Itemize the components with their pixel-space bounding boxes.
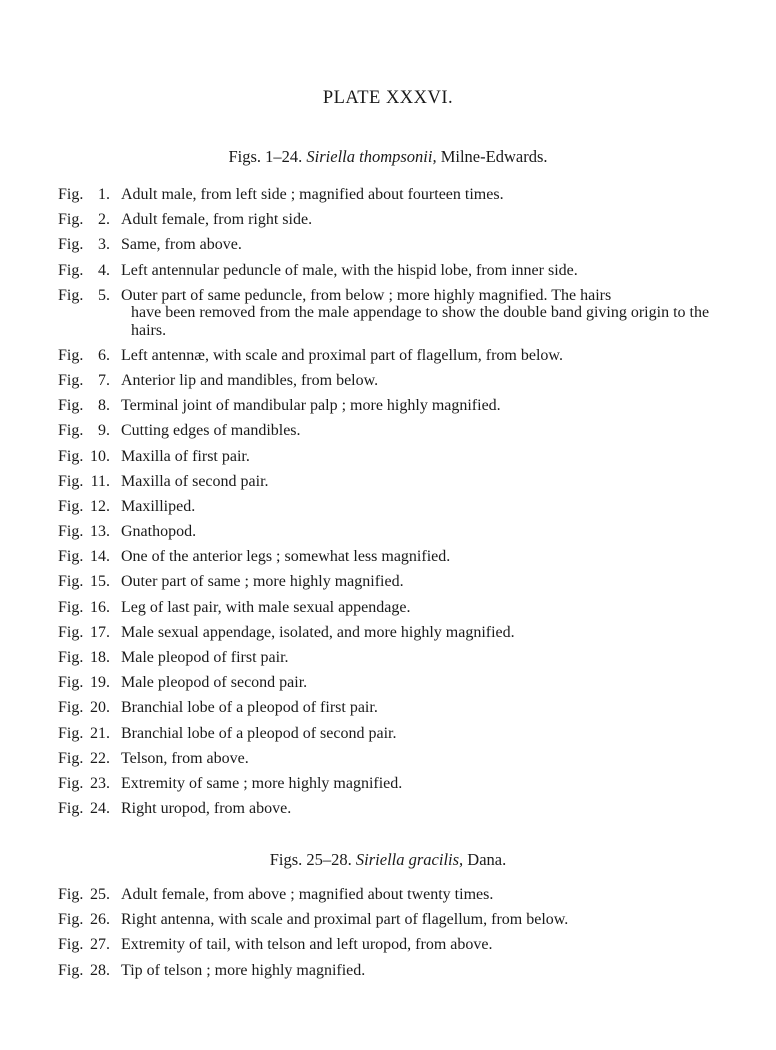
fig-number: 4. [98, 261, 110, 279]
fig-label: Fig. [58, 447, 84, 465]
fig-description [121, 624, 728, 642]
fig-number: 5. [98, 286, 110, 304]
fig-description [121, 372, 728, 390]
fig-number: 13. [90, 523, 110, 541]
fig-description-text: Right uropod, from above. [121, 800, 292, 818]
fig-description-text: Cutting edges of mandibles. [121, 422, 301, 440]
figure-caption-row [58, 236, 728, 261]
fig-description-text: Tip of telson ; more highly magnified. [121, 961, 366, 979]
fig-label: Fig. [58, 261, 84, 279]
figure-caption-row [58, 372, 728, 397]
fig-number: 27. [90, 936, 110, 954]
figure-caption-row [58, 523, 728, 548]
fig-label: Fig. [58, 186, 84, 203]
fig-description-text: Branchial lobe of a pleopod of first pair. [121, 699, 378, 717]
figure-caption-row [58, 775, 728, 800]
fig-description [121, 725, 728, 743]
fig-number: 8. [98, 397, 110, 415]
fig-label: Fig. [58, 623, 84, 641]
section-title-siriella-thompsonii [0, 147, 776, 167]
fig-label: Fig. [58, 211, 84, 229]
fig-label: Fig. [58, 346, 84, 364]
fig-description-text: Branchial lobe of a pleopod of second pair. [121, 724, 397, 742]
fig-label: Fig. [58, 422, 84, 440]
fig-number: 15. [90, 573, 110, 591]
fig-label: Fig. [58, 936, 84, 954]
fig-label: Fig. [58, 674, 84, 692]
fig-description-text: Male pleopod of first pair. [121, 649, 289, 666]
fig-description [121, 750, 728, 768]
fig-description-text: Leg of last pair, with male sexual appendage. [121, 598, 411, 616]
fig-label: Fig. [58, 286, 84, 304]
plate-title: PLATE XXXVI. [322, 88, 454, 108]
species-author: Dana. [467, 850, 507, 869]
figure-caption-row [58, 473, 728, 498]
fig-number: 1. [98, 186, 110, 203]
fig-description [121, 548, 728, 566]
fig-number: 7. [98, 371, 110, 389]
fig-label: Fig. [58, 911, 84, 929]
fig-number: 3. [98, 236, 110, 254]
fig-description [121, 397, 728, 415]
species-name: Siriella thompsonii, [306, 147, 437, 166]
fig-label: Fig. [58, 497, 84, 515]
fig-label: Fig. [58, 523, 84, 541]
species-name: Siriella gracilis, [355, 850, 464, 869]
fig-description-continuation: have been removed from the male appendage to show the double band giving origin to the hairs. [131, 304, 710, 339]
fig-label: Fig. [58, 699, 84, 717]
fig-description [121, 211, 728, 229]
fig-description-text: Maxilla of second pair. [121, 472, 269, 490]
fig-number: 22. [90, 749, 110, 767]
fig-label: Fig. [58, 724, 84, 742]
figure-caption-row [58, 699, 728, 724]
fig-label: Fig. [58, 573, 84, 591]
fig-description [121, 936, 728, 954]
fig-description-text: Same, from above. [121, 236, 242, 254]
fig-description [121, 886, 728, 904]
fig-number: 21. [90, 724, 110, 742]
fig-label: Fig. [58, 649, 84, 666]
figure-caption-row [58, 262, 728, 287]
fig-description-text: Telson, from above. [121, 749, 249, 767]
figure-caption-row [58, 750, 728, 775]
fig-number: 11. [90, 472, 110, 490]
fig-description [121, 523, 728, 541]
fig-number: 2. [98, 211, 110, 229]
fig-description [121, 699, 728, 717]
fig-description-text: Right antenna, with scale and proximal part of flagellum, from below. [121, 911, 569, 929]
fig-label: Fig. [58, 886, 84, 903]
fig-number: 26. [90, 911, 110, 929]
fig-number: 10. [90, 447, 110, 465]
fig-number: 17. [90, 623, 110, 641]
fig-label: Fig. [58, 749, 84, 767]
figure-caption-row [58, 498, 728, 523]
fig-description-text: Adult female, from above ; magnified about twenty times. [121, 886, 494, 903]
figure-caption-row [58, 186, 728, 211]
figure-list-siriella-gracilis [58, 886, 728, 987]
fig-number: 19. [90, 674, 110, 692]
figure-caption-row [58, 287, 728, 347]
fig-description-text: Left antennular peduncle of male, with the hispid lobe, from inner side. [121, 261, 578, 279]
fig-description-text: Anterior lip and mandibles, from below. [121, 371, 379, 389]
species-author: Milne-Edwards. [440, 147, 548, 166]
figure-caption-row [58, 397, 728, 422]
fig-description [121, 599, 728, 617]
fig-number: 14. [90, 548, 110, 566]
figure-caption-row [58, 649, 728, 674]
fig-description-text: Extremity of tail, with telson and left uropod, from above. [121, 936, 493, 954]
fig-label: Fig. [58, 371, 84, 389]
fig-description-text: Gnathopod. [121, 523, 197, 541]
fig-description-text: Terminal joint of mandibular palp ; more highly magnified. [121, 397, 501, 415]
fig-label: Fig. [58, 774, 84, 792]
fig-description [121, 448, 728, 466]
fig-description [121, 262, 728, 280]
fig-description [121, 800, 728, 818]
fig-number: 23. [90, 774, 110, 792]
fig-description-text: Outer part of same ; more highly magnified. [121, 573, 404, 591]
fig-description-text: Maxilla of first pair. [121, 447, 250, 465]
fig-description-text: Left antennæ, with scale and proximal part of flagellum, from below. [121, 346, 563, 364]
fig-description-text: Outer part of same peduncle, from below ; more highly magnified. The hairs [121, 286, 612, 304]
fig-description [121, 422, 728, 440]
fig-description [121, 473, 728, 491]
fig-description [121, 287, 728, 340]
figure-caption-row [58, 936, 728, 961]
fig-description [121, 347, 728, 365]
fig-number: 24. [90, 800, 110, 818]
fig-label: Fig. [58, 598, 84, 616]
figure-caption-row [58, 599, 728, 624]
fig-description [121, 236, 728, 254]
figure-caption-row [58, 422, 728, 447]
figure-caption-row [58, 886, 728, 911]
fig-description [121, 775, 728, 793]
fig-description-text: Extremity of same ; more highly magnified. [121, 774, 403, 792]
figure-caption-row [58, 211, 728, 236]
figure-caption-row [58, 347, 728, 372]
fig-description-text: Adult female, from right side. [121, 211, 313, 229]
fig-number: 16. [90, 598, 110, 616]
fig-label: Fig. [58, 472, 84, 490]
section-title-siriella-gracilis [0, 850, 776, 870]
fig-description-text: Maxilliped. [121, 497, 196, 515]
figure-caption-row [58, 624, 728, 649]
fig-number: 6. [98, 346, 110, 364]
figs-range: Figs. 1–24. [228, 147, 303, 166]
figure-caption-row [58, 800, 728, 825]
fig-description-text: Male sexual appendage, isolated, and more highly magnified. [121, 623, 515, 641]
fig-label: Fig. [58, 397, 84, 415]
fig-label: Fig. [58, 800, 84, 818]
fig-description [121, 186, 728, 204]
fig-number: 12. [90, 497, 110, 515]
fig-description-text: One of the anterior legs ; somewhat less magnified. [121, 548, 451, 566]
fig-description [121, 573, 728, 591]
fig-description [121, 962, 728, 980]
figure-caption-row [58, 548, 728, 573]
fig-label: Fig. [58, 548, 84, 566]
fig-number: 18. [90, 649, 110, 666]
fig-number: 20. [90, 699, 110, 717]
fig-description [121, 911, 728, 929]
fig-description [121, 674, 728, 692]
figure-caption-row [58, 448, 728, 473]
fig-description-text: Male pleopod of second pair. [121, 674, 308, 692]
figure-caption-row [58, 725, 728, 750]
figure-caption-row [58, 911, 728, 936]
fig-number: 9. [98, 422, 110, 440]
figure-caption-row [58, 573, 728, 598]
fig-number: 28. [90, 961, 110, 979]
figs-range: Figs. 25–28. [269, 850, 352, 869]
figure-caption-row [58, 674, 728, 699]
fig-description [121, 498, 728, 516]
fig-description [121, 649, 728, 667]
figure-list-siriella-thompsonii [58, 186, 728, 825]
fig-label: Fig. [58, 961, 84, 979]
fig-number: 25. [90, 886, 110, 903]
fig-description-text: Adult male, from left side ; magnified about fourteen times. [121, 186, 504, 203]
figure-caption-row [58, 962, 728, 987]
fig-label: Fig. [58, 236, 84, 254]
